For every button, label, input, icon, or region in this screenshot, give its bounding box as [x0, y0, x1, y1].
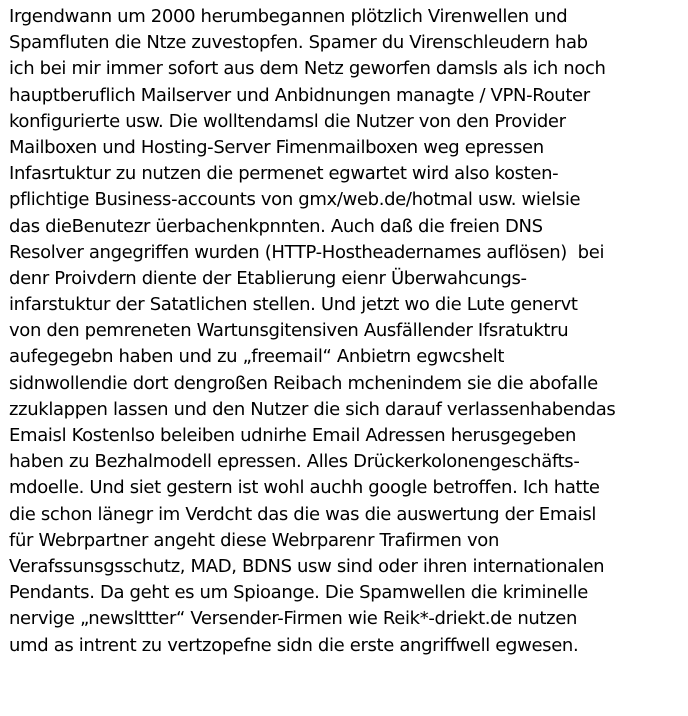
text-line: Infasrtuktur zu nutzen die permenet egwartet wird also kosten- [9, 163, 559, 185]
text-line: Mailboxen und Hosting-Server Fimenmailboxen weg epressen [9, 136, 544, 158]
text-line: aufegegebn haben und zu „freemail“ Anbietrn egwcshelt [9, 346, 505, 368]
text-line: umd as intrent zu vertzopefne sidn die erste angriffwell egwesen. [9, 634, 579, 656]
text-line: infarstuktur der Satatlichen stellen. Und jetzt wo die Lute genervt [9, 294, 578, 316]
text-line: von den pemreneten Wartunsgitensiven Ausfällender Ifsratuktru [9, 320, 569, 342]
text-line: konfigurierte usw. Die wolltendamsl die Nutzer von den Provider [9, 110, 566, 132]
text-line: Pendants. Da geht es um Spioange. Die Spamwellen die kriminelle [9, 582, 588, 604]
text-line: Resolver angegriffen wurden (HTTP-Hostheadernames auflösen) bei [9, 241, 605, 263]
text-line: für Webrpartner angeht diese Webrparenr Trafirmen von [9, 529, 500, 551]
text-line: die schon länegr im Verdcht das die was die auswertung der Emaisl [9, 503, 597, 525]
text-line: Emaisl Kostenlso beleiben udnirhe Email Adressen herusgegeben [9, 425, 577, 446]
text-line: haben zu Bezhalmodell epressen. Alles Drückerkolonengeschäfts- [9, 451, 580, 473]
text-line: hauptberuflich Mailserver und Anbidnungen managte / VPN-Router [9, 84, 590, 106]
text-line: zzuklappen lassen und den Nutzer die sich darauf verlassenhabendas [9, 398, 616, 420]
text-line: Irgendwann um 2000 herumbegannen plötzlich Virenwellen und [9, 6, 568, 27]
text-line: denr Proivdern diente der Etablierung eienr Überwahcungs- [9, 267, 527, 289]
text-line: sidnwollendie dort dengroßen Reibach mchenindem sie die abofalle [9, 372, 598, 394]
text-line: ich bei mir immer sofort aus dem Netz geworfen damsls als ich noch [9, 58, 606, 80]
text-line: das dieBenutezr üerbachenkpnnten. Auch daß die freien DNS [9, 215, 543, 237]
text-line: pflichtige Business-accounts von gmx/web.de/hotmal usw. wielsie [9, 189, 581, 211]
text-line: nervige „newslttter“ Versender-Firmen wie Reik*-driekt.de nutzen [9, 608, 578, 630]
body-text [9, 4, 685, 659]
text-line: Verafssunsgsschutz, MAD, BDNS usw sind oder ihren internationalen [9, 555, 605, 577]
text-line: mdoelle. Und siet gestern ist wohl auchh google betroffen. Ich hatte [9, 477, 600, 499]
text-line: Spamfluten die Ntze zuvestopfen. Spamer du Virenschleudern hab [9, 32, 588, 54]
